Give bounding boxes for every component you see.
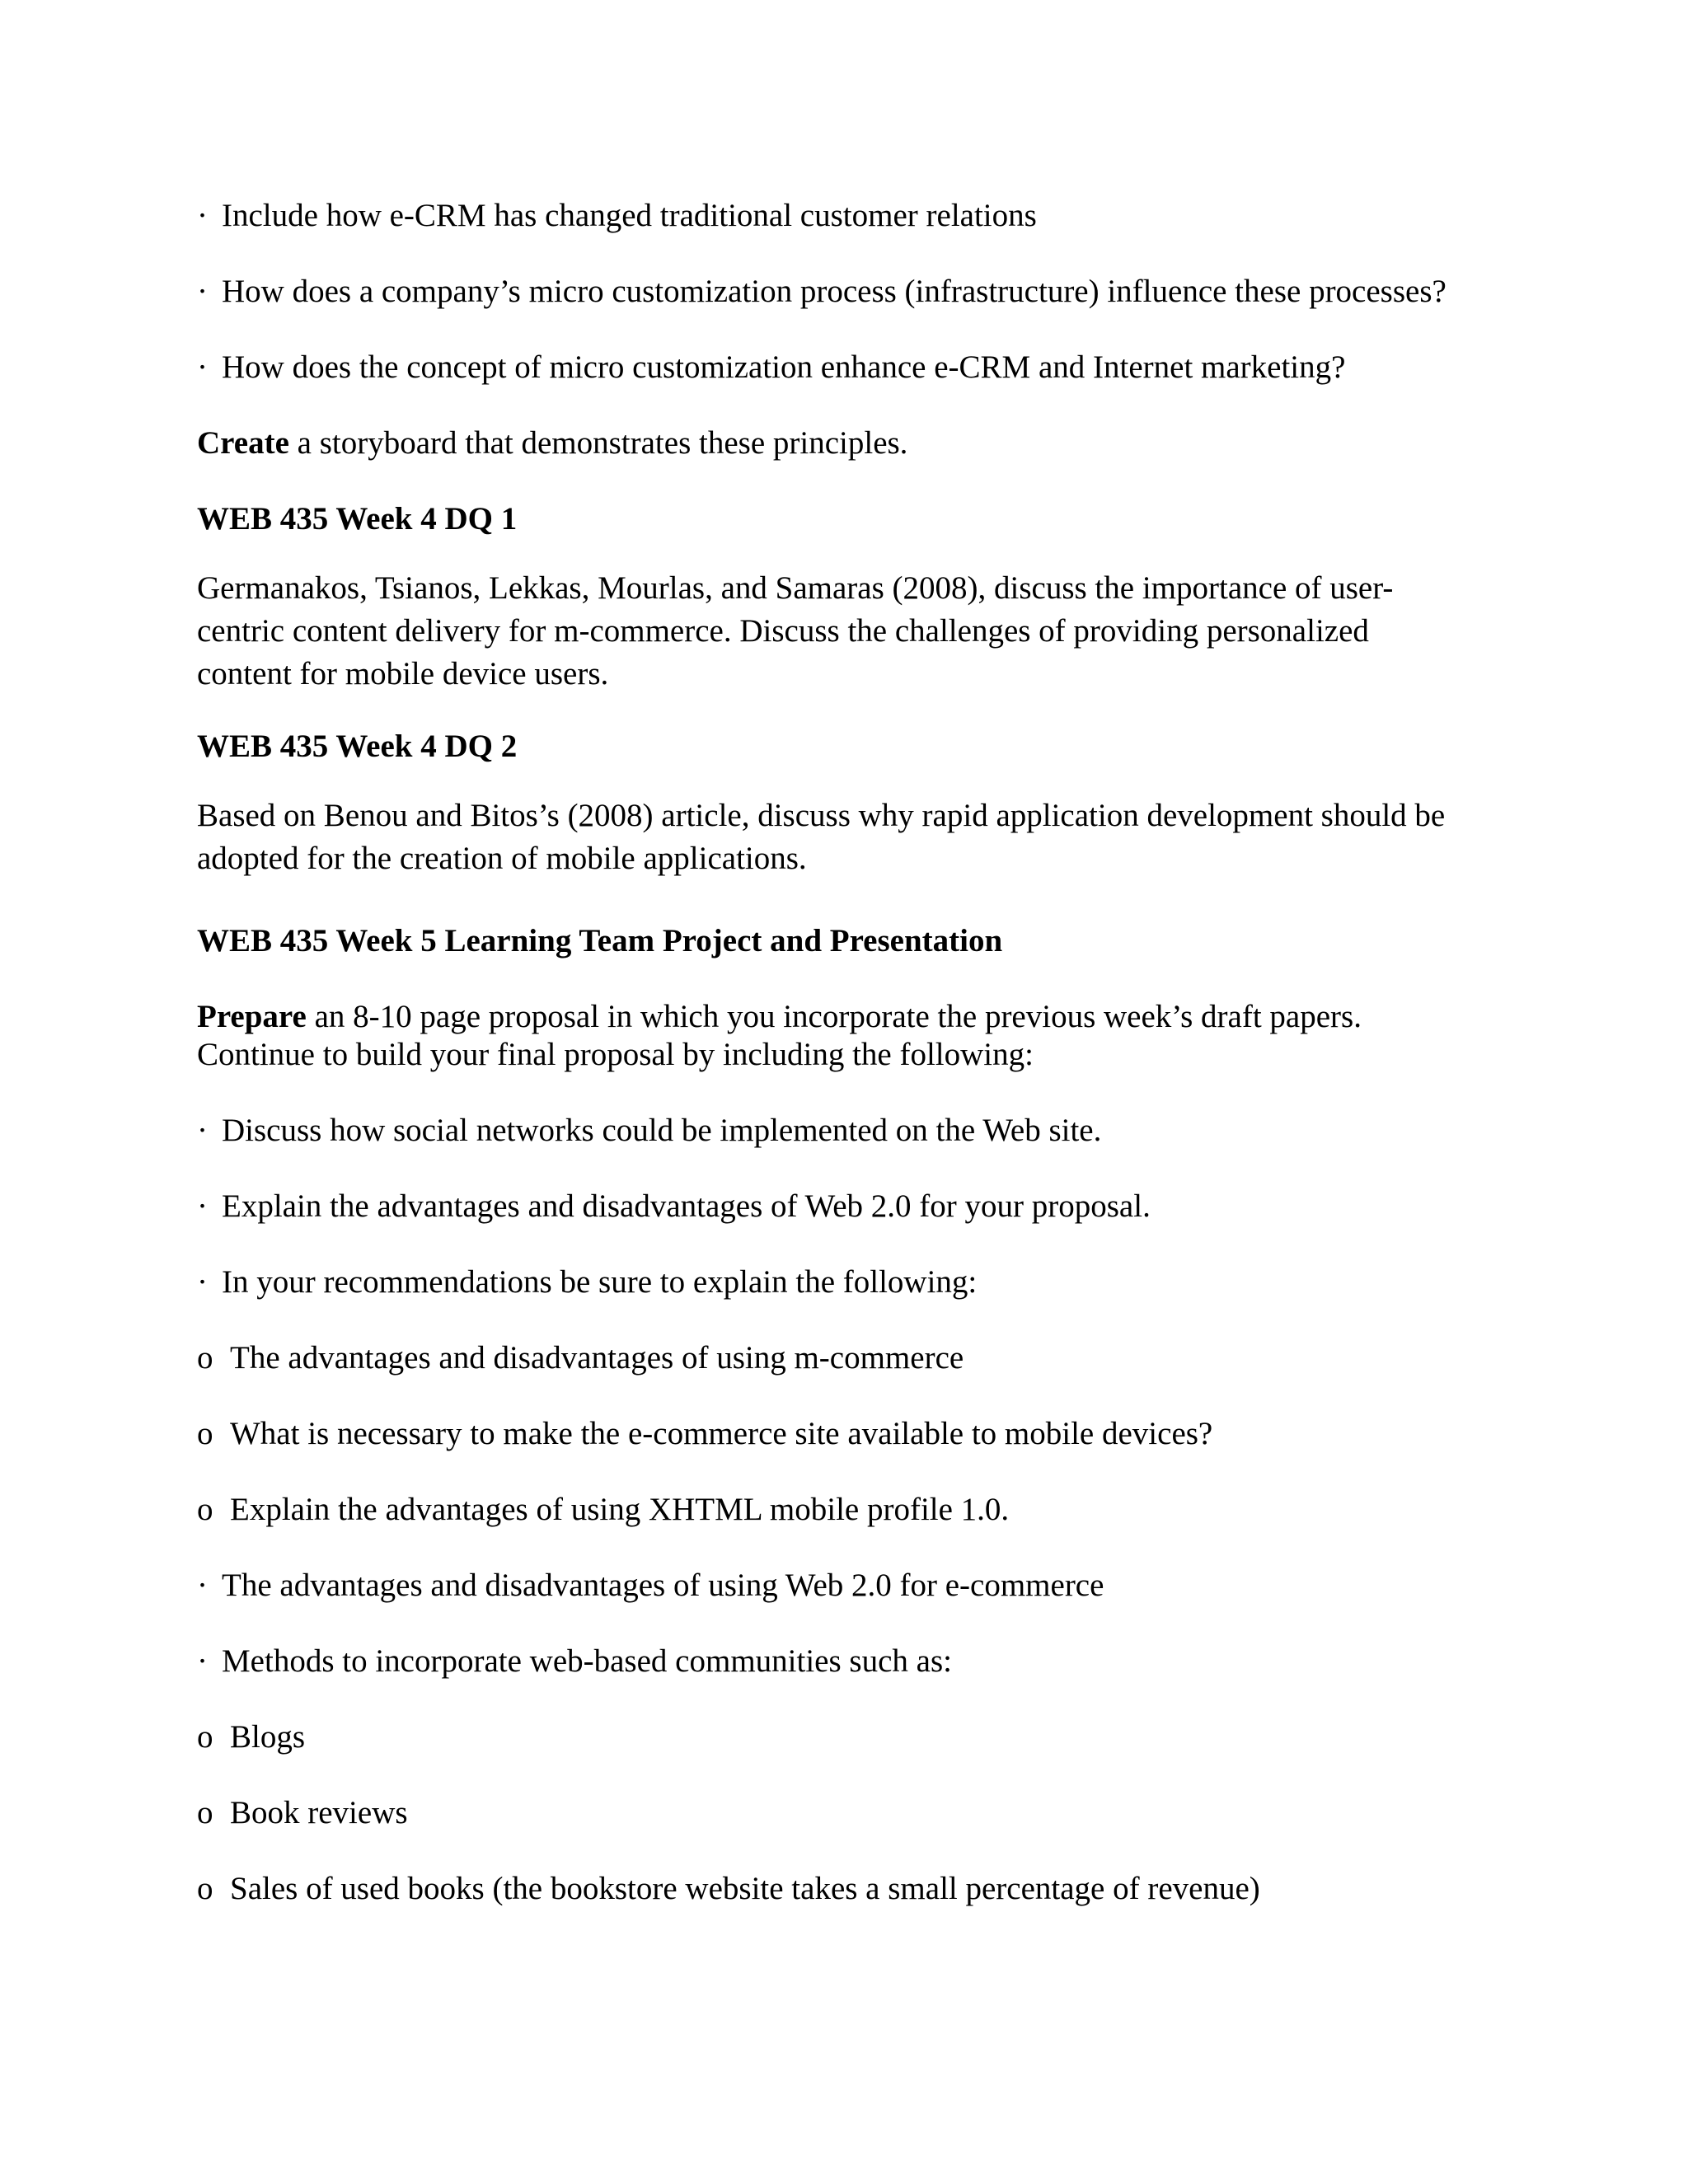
sub-item [197,1488,1009,1531]
bullet-text: The advantages and disadvantages of using Web 2.0 for e-commerce [222,1568,1104,1603]
week5-heading: WEB 435 Week 5 Learning Team Project and Presentation [197,923,1003,958]
bullet-item [197,346,1345,389]
prepare-instruction [197,996,1362,1038]
sub-text: The advantages and disadvantages of using m-commerce [230,1340,964,1376]
bullet-item [197,1640,952,1683]
sub-marker: o [197,1416,213,1451]
dq1-line: Germanakos, Tsianos, Lekkas, Mourlas, and Samaras (2008), discuss the importance of user- [197,570,1394,606]
create-instruction [197,422,907,465]
bullet-text: In your recommendations be sure to explain the following: [222,1264,978,1300]
sub-marker: o [197,1340,213,1376]
sub-item [197,1716,305,1759]
create-rest: a storyboard that demonstrates these principles. [288,425,908,461]
dq2-line: adopted for the creation of mobile applications. [197,841,807,876]
prepare-bold: Prepare [197,999,307,1034]
sub-text: Sales of used books (the bookstore website takes a small percentage of revenue) [230,1871,1260,1906]
bullet-text: Methods to incorporate web-based communities such as: [222,1643,952,1679]
bullet-marker: · [197,1643,208,1679]
prepare-rest: an 8-10 page proposal in which you incorporate the previous week’s draft papers. [306,999,1362,1034]
bullet-item [197,1109,1101,1152]
bullet-marker: · [197,349,208,385]
sub-text: Book reviews [230,1795,408,1830]
sub-text: Explain the advantages of using XHTML mobile profile 1.0. [230,1492,1010,1527]
bullet-marker: · [197,198,208,233]
prepare-line-2: Continue to build your final proposal by including the following: [197,1037,1034,1072]
bullet-item [197,270,1447,313]
sub-text: Blogs [230,1719,306,1755]
bullet-marker: · [197,1568,208,1603]
dq1-line: content for mobile device users. [197,656,609,691]
bullet-item [197,1564,1104,1607]
dq2-line: Based on Benou and Bitos’s (2008) article, discuss why rapid application development should be [197,798,1446,833]
sub-marker: o [197,1719,213,1755]
bullet-item [197,1185,1151,1228]
sub-item [197,1413,1212,1455]
bullet-text: How does a company’s micro customization process (infrastructure) influence these processes? [222,274,1447,309]
sub-marker: o [197,1871,213,1906]
dq1-heading: WEB 435 Week 4 DQ 1 [197,501,518,537]
bullet-text: Discuss how social networks could be implemented on the Web site. [222,1113,1102,1148]
bullet-text: Include how e-CRM has changed traditional customer relations [222,198,1037,233]
bullet-marker: · [197,1264,208,1300]
create-bold: Create [197,425,289,461]
bullet-marker: · [197,1188,208,1224]
sub-item [197,1337,964,1380]
dq2-heading: WEB 435 Week 4 DQ 2 [197,729,518,764]
sub-marker: o [197,1492,213,1527]
bullet-marker: · [197,1113,208,1148]
sub-marker: o [197,1795,213,1830]
bullet-item [197,194,1037,237]
bullet-item [197,1261,977,1304]
dq1-line: centric content delivery for m-commerce. Discuss the challenges of providing personalized [197,613,1369,649]
sub-item [197,1868,1260,1910]
bullet-marker: · [197,274,208,309]
sub-text: What is necessary to make the e-commerce site available to mobile devices? [230,1416,1213,1451]
bullet-text: How does the concept of micro customization enhance e-CRM and Internet marketing? [222,349,1346,385]
sub-item [197,1792,408,1835]
bullet-text: Explain the advantages and disadvantages of Web 2.0 for your proposal. [222,1188,1151,1224]
